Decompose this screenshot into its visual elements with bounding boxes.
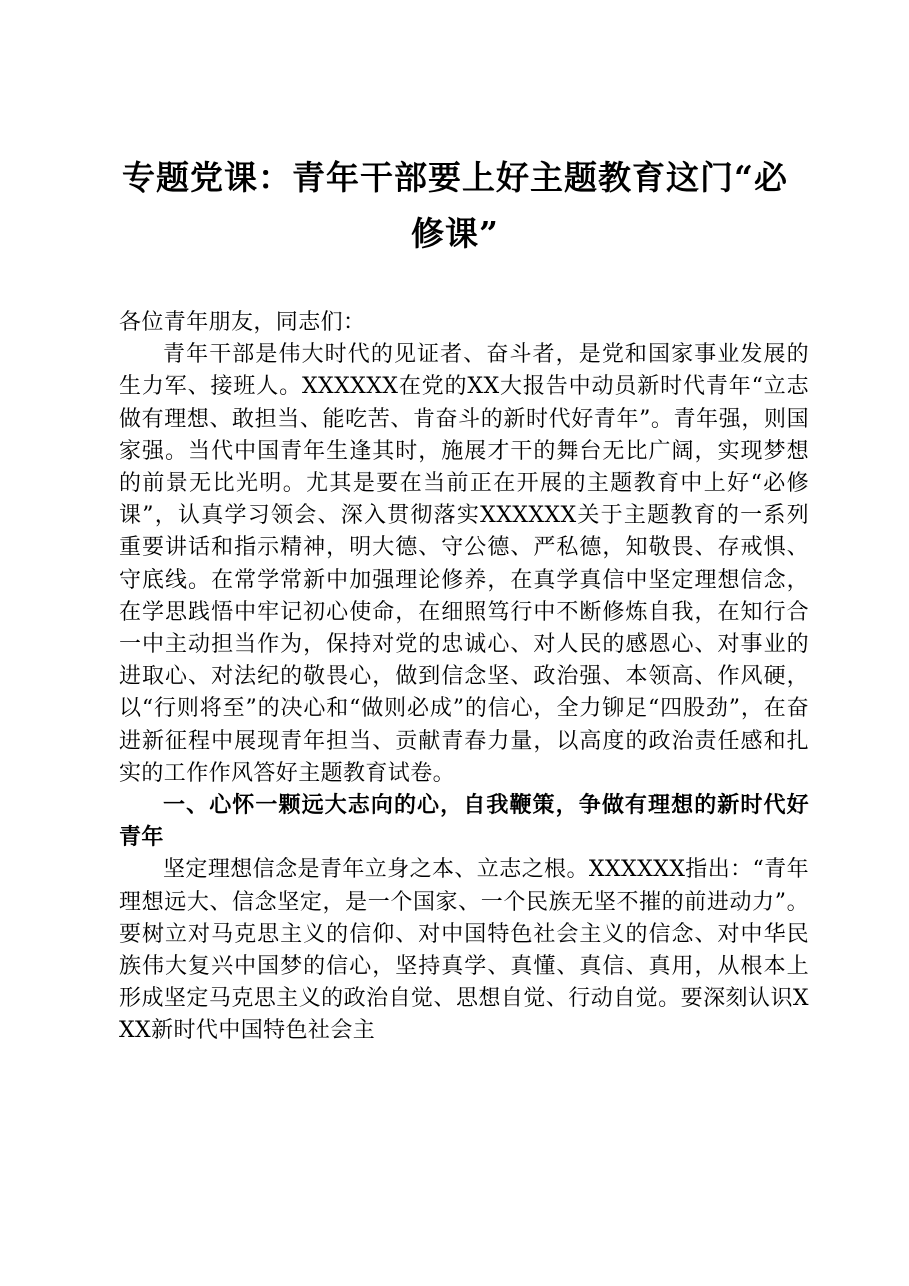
section-heading-1: 一、心怀一颗远大志向的心，自我鞭策，争做有理想的新时代好青年 xyxy=(119,793,809,851)
document-title-line-2: 修课” xyxy=(411,214,499,253)
document-body xyxy=(119,307,809,1048)
section-1-paragraph: 坚定理想信念是青年立身之本、立志之根。XXXXXX指出：“青年理想远大、信念坚定，是一个国家、一个民族无坚不摧的前进动力”。要树立对马克思主义的信仰、对中国特色社会主义的信念、对中华民族伟大复兴中国梦的信心，坚持真学、真懂、真信、真用，从根本上形成坚定马克思主义的政治自觉、思想自觉、行动自觉。要深刻认识XXX新时代中国特色社会主 xyxy=(119,857,809,1044)
document-title xyxy=(110,150,800,262)
document-title-line-1: 专题党课：青年干部要上好主题教育这门“必 xyxy=(122,158,788,197)
greeting: 各位青年朋友，同志们： xyxy=(119,310,366,335)
intro-paragraph: 青年干部是伟大时代的见证者、奋斗者，是党和国家事业发展的生力军、接班人。XXXXXX在党的XX大报告中动员新时代青年“立志做有理想、敢担当、能吃苦、肯奋斗的新时代好青年”。青年强，则国家强。当代中国青年生逢其时，施展才干的舞台无比广阔，实现梦想的前景无比光明。尤其是要在当前正在开展的主题教育中上好“必修课”，认真学习领会、深入贯彻落实XXXXXX关于主题教育的一系列重要讲话和指示精神，明大德、守公德、严私德，知敬畏、存戒惧、守底线。在常学常新中加强理论修养，在真学真信中坚定理想信念，在学思践悟中牢记初心使命，在细照笃行中不断修炼自我，在知行合一中主动担当作为，保持对党的忠诚心、对人民的感恩心、对事业的进取心、对法纪的敬畏心，做到信念坚、政治强、本领高、作风硬，以“行则将至”的决心和“做则必成”的信心，全力铆足“四股劲”，在奋进新征程中展现青年担当、贡献青春力量，以高度的政治责任感和扎实的工作作风答好主题教育试卷。 xyxy=(119,342,809,786)
